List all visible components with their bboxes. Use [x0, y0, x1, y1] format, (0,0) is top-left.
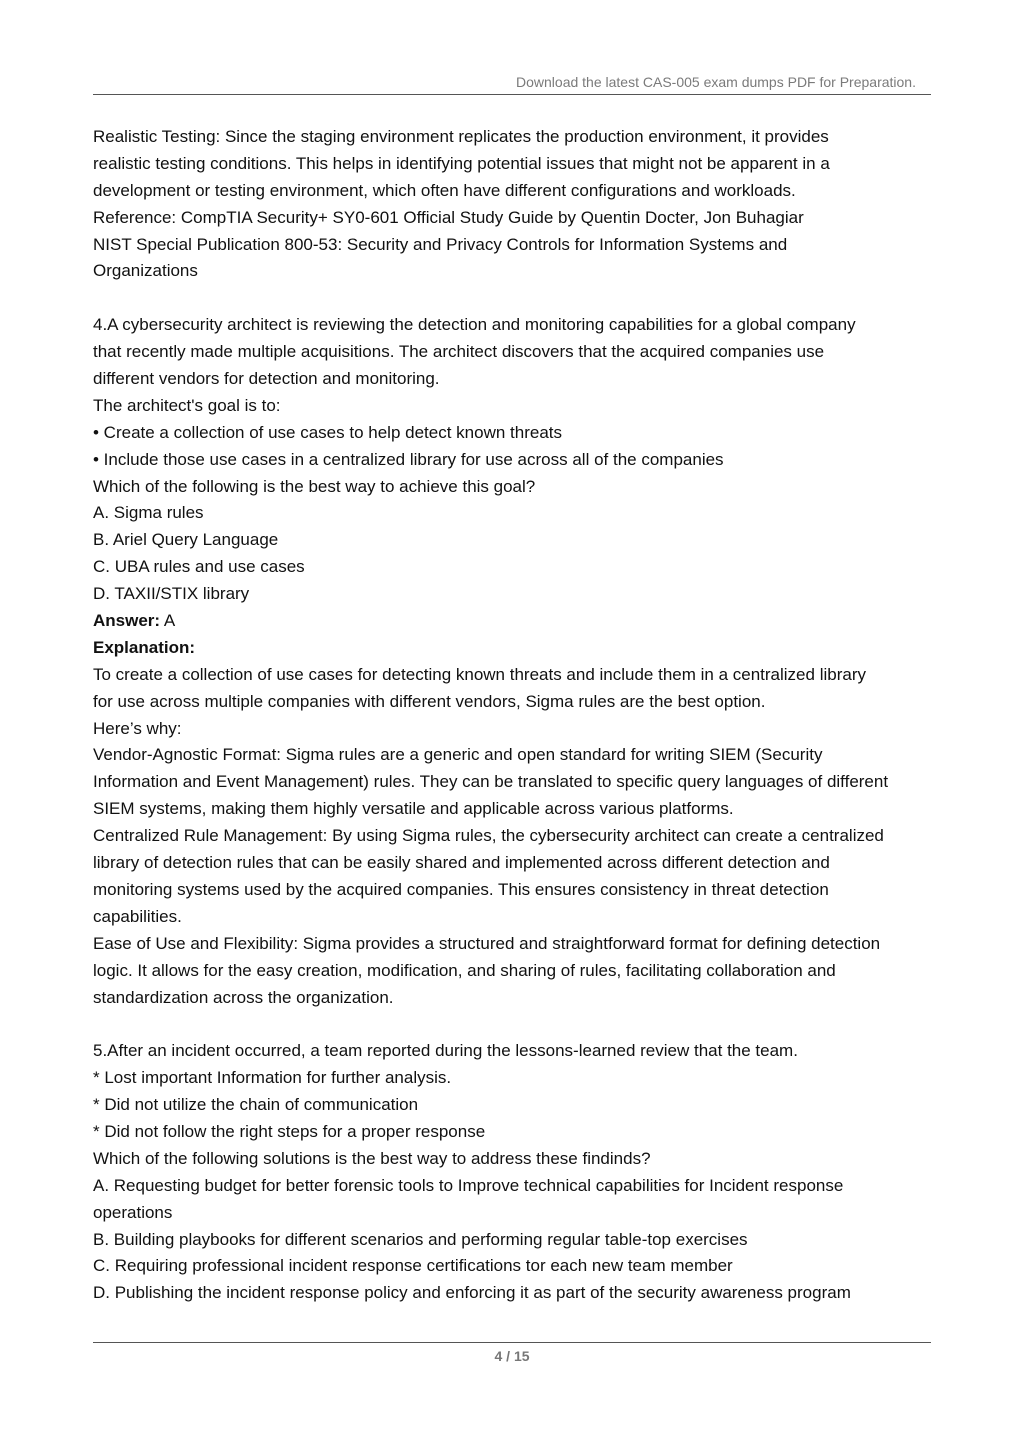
page-header [93, 72, 931, 95]
answer-line [93, 608, 943, 635]
option-a-continued: operations [93, 1202, 173, 1222]
document-body [93, 124, 943, 1307]
finding-item: * Did not utilize the chain of communication [93, 1095, 419, 1115]
spacer [93, 1011, 943, 1038]
option-a: A. Sigma rules [93, 503, 204, 523]
header-text: Download the latest CAS-005 exam dumps PDF for Preparation. [516, 74, 916, 90]
explanation-text: Ease of Use and Flexibility: Sigma provides a structured and straightforward format for defining detection [93, 933, 881, 953]
question-text: 5.After an incident occurred, a team reported during the lessons-learned review that the team. [93, 1041, 798, 1061]
explanation-text: monitoring systems used by the acquired companies. This ensures consistency in threat detection [93, 879, 829, 899]
finding-item: * Did not follow the right steps for a proper response [93, 1121, 486, 1141]
explanation-text: library of detection rules that can be easily shared and implemented across different detection and [93, 853, 830, 873]
question-text: 4.A cybersecurity architect is reviewing the detection and monitoring capabilities for a global company [93, 315, 856, 335]
explanation-text: Vendor-Agnostic Format: Sigma rules are a generic and open standard for writing SIEM (Security [93, 745, 823, 765]
finding-item: * Lost important Information for further analysis. [93, 1068, 452, 1088]
explanation-text: Centralized Rule Management: By using Sigma rules, the cybersecurity architect can create a centralized [93, 826, 884, 846]
explanation-text: for use across multiple companies with different vendors, Sigma rules are the best option. [93, 691, 766, 711]
question-prompt: Which of the following is the best way to achieve this goal? [93, 476, 536, 496]
option-a: A. Requesting budget for better forensic tools to Improve technical capabilities for Incident response [93, 1175, 844, 1195]
text-line: realistic testing conditions. This helps in identifying potential issues that might not be apparent in a [93, 153, 830, 173]
reference-line: Organizations [93, 261, 198, 281]
question-5 [93, 1038, 943, 1307]
option-b: B. Building playbooks for different scenarios and performing regular table-top exercises [93, 1229, 748, 1249]
explanation-text: logic. It allows for the easy creation, modification, and sharing of rules, facilitating collaboration and [93, 960, 836, 980]
question-text: that recently made multiple acquisitions. The architect discovers that the acquired companies use [93, 342, 825, 362]
question-text: The architect's goal is to: [93, 395, 281, 415]
page-number: 4 / 15 [494, 1348, 530, 1364]
explanation-text: Here’s why: [93, 718, 182, 738]
option-b: B. Ariel Query Language [93, 530, 279, 550]
question-prompt: Which of the following solutions is the best way to address these findinds? [93, 1148, 651, 1168]
answer-label: Answer: [93, 611, 161, 631]
text-line: development or testing environment, which often have different configurations and workloads. [93, 180, 796, 200]
spacer [93, 285, 943, 312]
option-d: D. TAXII/STIX library [93, 584, 250, 604]
option-d: D. Publishing the incident response policy and enforcing it as part of the security awareness program [93, 1283, 851, 1303]
answer-value: A [160, 611, 176, 631]
explanation-text: Information and Event Management) rules. They can be translated to specific query languages of different [93, 772, 889, 792]
reference-line: NIST Special Publication 800-53: Security and Privacy Controls for Information Systems and [93, 234, 788, 254]
reference-line: Reference: CompTIA Security+ SY0-601 Official Study Guide by Quentin Docter, Jon Buhagiar [93, 207, 804, 227]
intro-section [93, 124, 943, 285]
explanation-label: Explanation: [93, 637, 196, 657]
explanation-text: standardization across the organization. [93, 987, 394, 1007]
goal-bullet: • Include those use cases in a centralized library for use across all of the companies [93, 449, 724, 469]
option-c: C. Requiring professional incident response certifications tor each new team member [93, 1256, 733, 1276]
explanation-text: To create a collection of use cases for detecting known threats and include them in a centralized library [93, 664, 866, 684]
question-text: different vendors for detection and monitoring. [93, 369, 440, 389]
question-4 [93, 312, 943, 1011]
explanation-text: SIEM systems, making them highly versatile and applicable across various platforms. [93, 799, 734, 819]
explanation-text: capabilities. [93, 906, 182, 926]
text-line: Realistic Testing: Since the staging environment replicates the production environment, it provides [93, 127, 829, 146]
option-c: C. UBA rules and use cases [93, 557, 305, 577]
page-footer [93, 1342, 931, 1364]
goal-bullet: • Create a collection of use cases to help detect known threats [93, 422, 562, 442]
